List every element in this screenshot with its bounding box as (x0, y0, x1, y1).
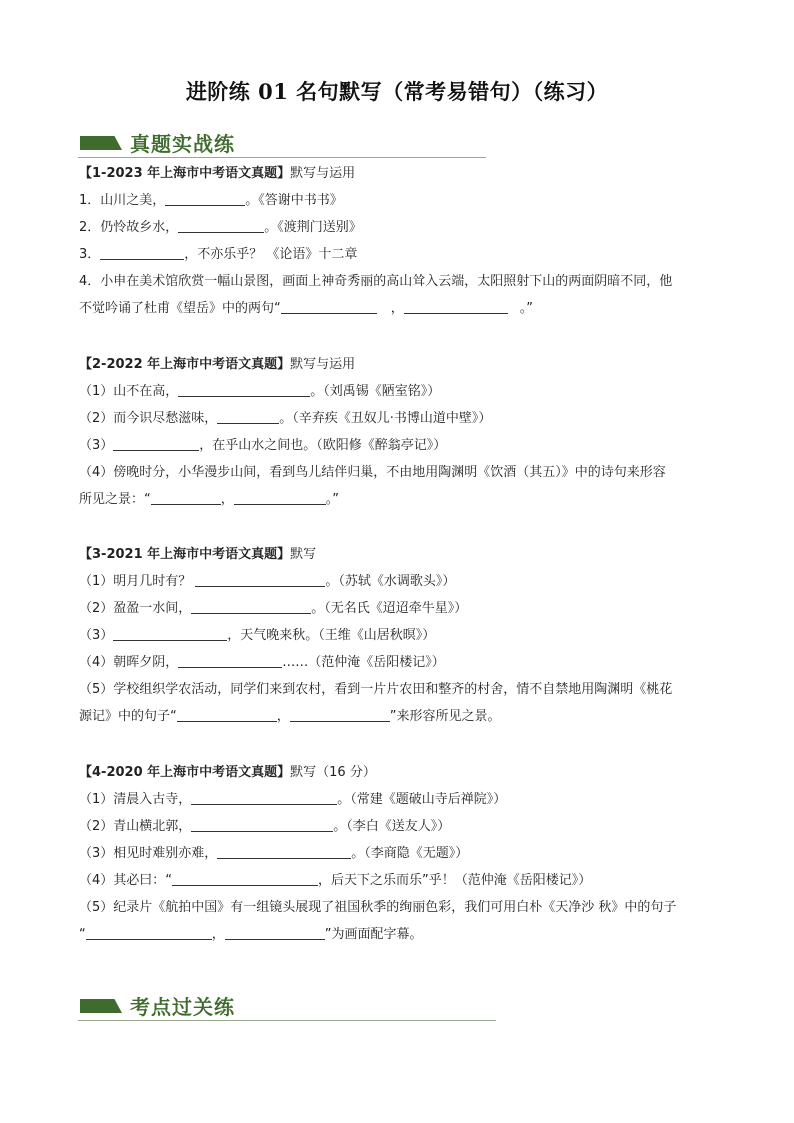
answer-blank[interactable] (195, 572, 325, 587)
answer-blank[interactable] (86, 925, 212, 940)
question-block-3 (79, 541, 719, 730)
answer-blank[interactable] (151, 490, 221, 505)
answer-blank[interactable] (178, 653, 282, 668)
answer-blank[interactable] (177, 707, 277, 722)
source-text: 。（李白《送友人》） (333, 819, 451, 834)
prompt-text: 3． (79, 247, 101, 262)
source-text: 。（刘禹锡《陋室铭》） (310, 384, 441, 399)
answer-blank[interactable] (191, 599, 311, 614)
prompt-text: （5）学校组织学农活动，同学们来到农村，看到一片片农田和整齐的村舍，情不自禁地用陶渊明《桃花 (79, 682, 673, 697)
question-header: 【3-2021 年上海市中考语文真题】 (79, 547, 291, 562)
prompt-text: 2．仍怜故乡水， (79, 220, 179, 235)
answer-blank[interactable] (172, 871, 318, 886)
question-type: 默写（16 分） (290, 765, 376, 780)
prompt-text: （1）山不在高， (79, 384, 179, 399)
question-type: 默写与运用 (290, 357, 356, 372)
prompt-text: （1）清晨入古寺， (79, 792, 192, 807)
answer-blank[interactable] (234, 490, 326, 505)
prompt-text: ， (211, 927, 225, 942)
answer-blank[interactable] (217, 409, 279, 424)
prompt-text: （2）青山横北郭， (79, 819, 192, 834)
prompt-text: （3）相见时难别亦难， (79, 846, 218, 861)
answer-blank[interactable] (225, 925, 325, 940)
answer-blank[interactable] (281, 299, 377, 314)
prompt-text: ， (276, 709, 290, 724)
answer-blank[interactable] (113, 436, 199, 451)
question-block-2 (79, 351, 719, 513)
question-block-4 (79, 759, 719, 948)
source-text: ，天气晚来秋。（王维《山居秋暝》） (227, 628, 436, 643)
question-header: 【1-2023 年上海市中考语文真题】 (79, 166, 291, 181)
section-marker-icon (80, 136, 122, 150)
answer-blank[interactable] (100, 245, 184, 260)
source-text: 。（苏轼《水调歌头》） (325, 574, 456, 589)
prompt-text: 4．小申在美术馆欣赏一幅山景图，画面上神奇秀丽的高山耸入云端，太阳照射下山的两面阴暗不同，他 (79, 274, 673, 289)
source-text: 。《答谢中书书》 (245, 193, 343, 208)
source-text: 。（常建《题破山寺后禅院》） (337, 792, 507, 807)
source-text: 。（辛弃疾《丑奴儿·书博山道中壁》） (279, 411, 492, 426)
answer-blank[interactable] (404, 299, 508, 314)
prompt-text: 。” (325, 492, 340, 507)
answer-blank[interactable] (113, 626, 227, 641)
prompt-text: 所见之景：“ (79, 492, 151, 507)
prompt-text: ， (390, 301, 404, 316)
source-text: 。（无名氏《迢迢牵牛星》） (311, 601, 468, 616)
prompt-text: （4）傍晚时分，小华漫步山间，看到鸟儿结伴归巢，不由地用陶渊明《饮酒（其五）》中的诗句来形容 (79, 465, 666, 480)
section-marker-icon (80, 999, 122, 1013)
question-header: 【4-2020 年上海市中考语文真题】 (79, 765, 291, 780)
prompt-text: （4）其必曰：“ (79, 873, 173, 888)
prompt-text: 1．山川之美， (79, 193, 166, 208)
answer-blank[interactable] (290, 707, 390, 722)
section-header-real-exam (78, 128, 498, 162)
answer-blank[interactable] (217, 844, 351, 859)
prompt-text: （5）纪录片《航拍中国》有一组镜头展现了祖国秋季的绚丽色彩，我们可用白朴《天净沙 秋》中的句子 (79, 900, 677, 915)
prompt-text: （3） (79, 628, 114, 643)
prompt-text: “ (79, 927, 86, 942)
source-text: 。（李商隐《无题》） (351, 846, 469, 861)
question-type: 默写与运用 (290, 166, 356, 181)
prompt-text: （2）而今识尽愁滋味， (79, 411, 218, 426)
section-rule (78, 157, 486, 158)
source-text: ，在乎山水之间也。（欧阳修《醉翁亭记》） (199, 438, 447, 453)
prompt-text: （4）朝晖夕阴， (79, 655, 179, 670)
answer-blank[interactable] (178, 382, 310, 397)
prompt-text: 。” (519, 301, 534, 316)
section-header-checkpoint (78, 991, 498, 1025)
source-text: ，后天下之乐而乐”乎！（范仲淹《岳阳楼记》） (318, 873, 592, 888)
page-title: 进阶练 01 名句默写（常考易错句）（练习） (185, 79, 609, 104)
prompt-text: 不觉吟诵了杜甫《望岳》中的两句“ (79, 301, 281, 316)
prompt-text: （2）盈盈一水间， (79, 601, 192, 616)
answer-blank[interactable] (165, 191, 245, 206)
prompt-text: 源记》中的句子“ (79, 709, 177, 724)
prompt-text: ”为画面配字幕。 (324, 927, 423, 942)
prompt-text: ”来形容所见之景。 (389, 709, 501, 724)
question-header: 【2-2022 年上海市中考语文真题】 (79, 357, 291, 372)
section-title: 真题实战练 (130, 132, 235, 156)
prompt-text: （1）明月几时有？ (79, 574, 196, 589)
section-title: 考点过关练 (130, 995, 235, 1019)
source-text: ，不亦乐乎？ 《论语》十二章 (184, 247, 358, 262)
prompt-text: ， (220, 492, 234, 507)
answer-blank[interactable] (178, 218, 264, 233)
source-text: ……（范仲淹《岳阳楼记》） (282, 655, 445, 670)
section-rule (78, 1020, 496, 1021)
prompt-text: （3） (79, 438, 114, 453)
answer-blank[interactable] (191, 817, 333, 832)
question-type: 默写 (290, 547, 317, 562)
source-text: 。《渡荆门送别》 (264, 220, 362, 235)
question-block-1 (79, 160, 719, 322)
answer-blank[interactable] (191, 790, 337, 805)
